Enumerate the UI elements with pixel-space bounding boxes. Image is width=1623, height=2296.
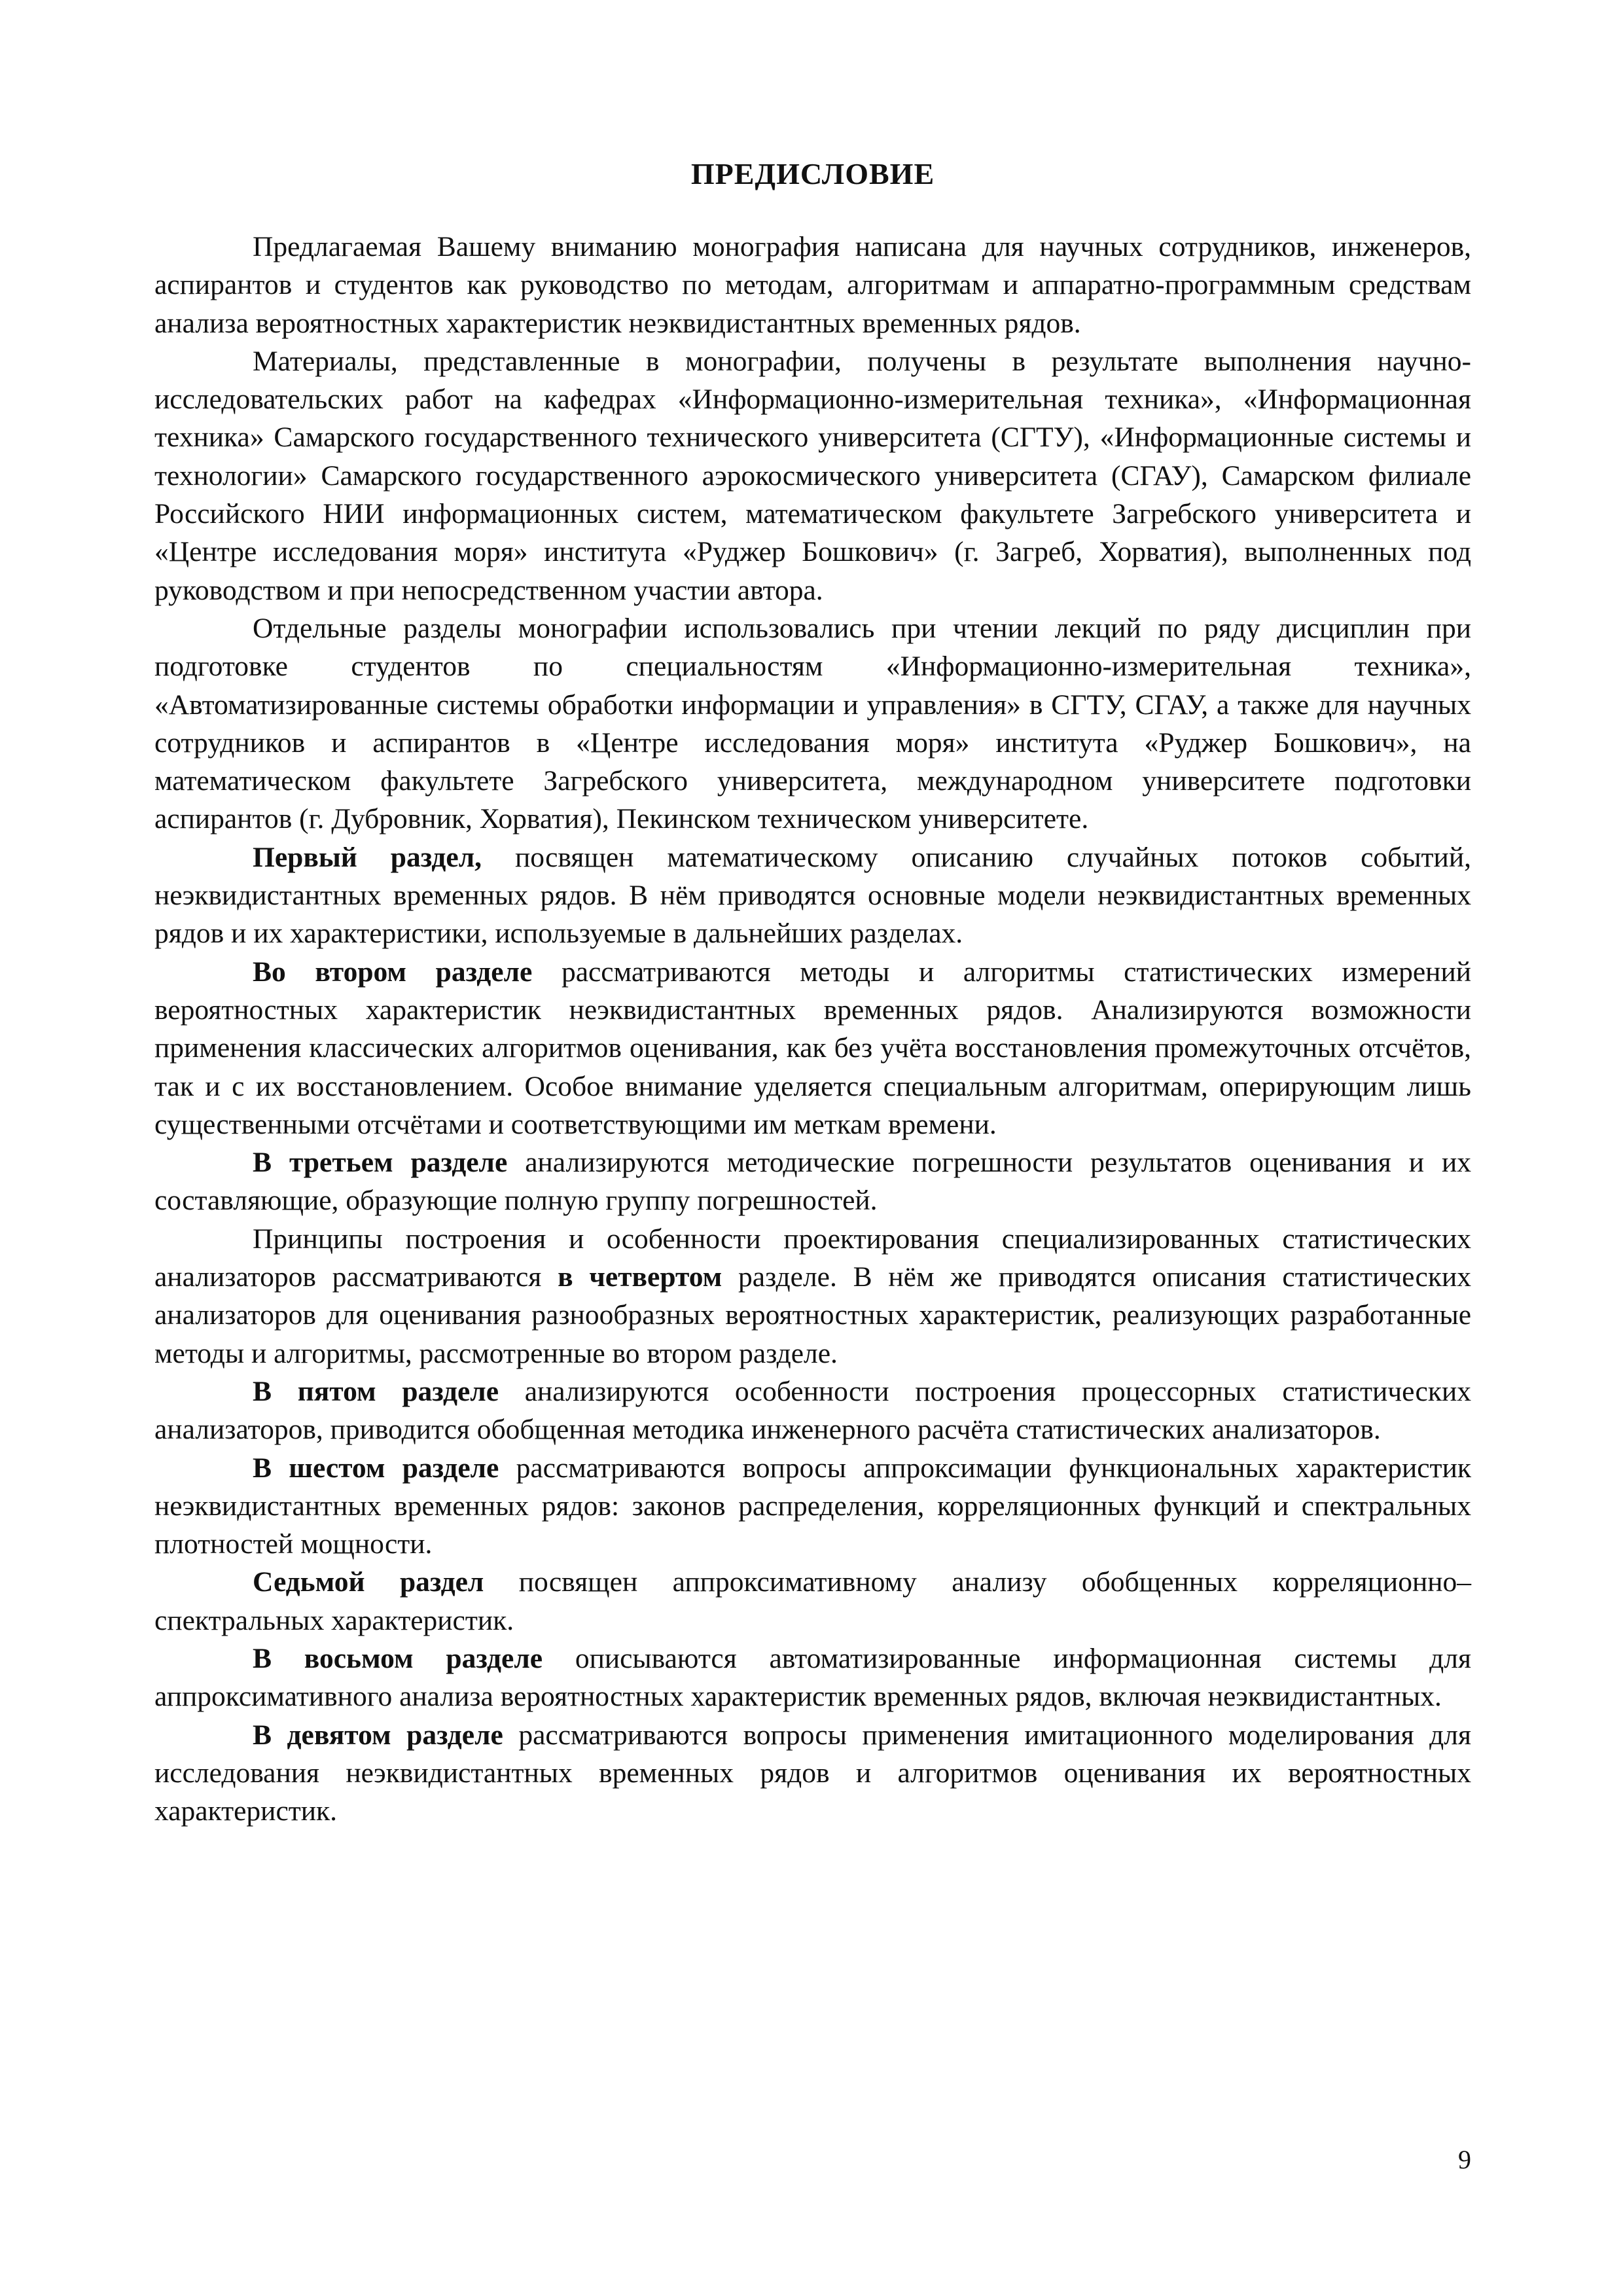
paragraph: [154, 1640, 1471, 1716]
paragraph: [154, 953, 1471, 1143]
document-page: [154, 154, 1471, 2249]
section-lead: В пятом разделе: [253, 1375, 499, 1407]
section-lead: в четвертом: [558, 1261, 722, 1293]
paragraph: [154, 1143, 1471, 1220]
document-body: [154, 228, 1471, 1830]
paragraph: [154, 342, 1471, 609]
paragraph-text: анализируются особенности построения процессорных статистических анализаторов, приводится обобщенная методика инженерного расчёта статистических анализаторов.: [154, 1375, 1471, 1446]
paragraph-text: разделе. В нём же приводятся описания статистических анализаторов для оценивания разнообразных вероятностных характеристик, реализующих разработанные методы и алгоритмы, рассмотренные во втором разделе.: [154, 1261, 1471, 1369]
page-title: ПРЕДИСЛОВИЕ: [690, 157, 935, 190]
paragraph-text: Отдельные разделы монографии использовались при чтении лекций по ряду дисциплин при подготовке студентов по специальностям «Информационно-измерительная техника», «Автоматизированные системы обработки информации и управления» в СГТУ, СГАУ, а также для научных сотрудников и аспирантов в «Центре исследования моря» института «Руджер Бошкович», на математическом факультете Загребского университета, международном университете подготовки аспирантов (г. Дубровник, Хорватия), Пекинском техническом университете.: [154, 612, 1471, 835]
paragraph-text: рассматриваются вопросы применения имитационного моделирования для исследования неэквидистантных временных рядов и алгоритмов оценивания их вероятностных характеристик.: [154, 1719, 1472, 1827]
paragraph: [154, 609, 1471, 838]
paragraph-text: посвящен математическому описанию случайных потоков событий, неэквидистантных временных рядов. В нём приводятся основные модели неэквидистантных временных рядов и их характеристики, используемые в дальнейших разделах.: [154, 841, 1471, 950]
section-lead: Первый раздел,: [253, 841, 482, 873]
paragraph-text: Предлагаемая Вашему вниманию монография написана для научных сотрудников, инженеров, аспирантов и студентов как руководство по методам, алгоритмам и аппаратно-программным средствам анализа вероятностных характеристик неэквидистантных временных рядов.: [154, 231, 1471, 339]
paragraph: [154, 1449, 1471, 1564]
section-lead: Во втором разделе: [253, 956, 533, 988]
paragraph: [154, 228, 1471, 342]
paragraph-text: анализируются методические погрешности результатов оценивания и их составляющие, образующие полную группу погрешностей.: [154, 1147, 1472, 1217]
section-lead: В третьем разделе: [253, 1147, 508, 1179]
paragraph-text: рассматриваются вопросы аппроксимации функциональных характеристик неэквидистантных временных рядов: законов распределения, корреляционных функций и спектральных плотностей мощности.: [154, 1452, 1471, 1560]
paragraph: [154, 1563, 1471, 1640]
paragraph: [154, 1716, 1471, 1831]
paragraph: [154, 1220, 1471, 1372]
paragraph-text: описываются автоматизированные информационная системы для аппроксимативного анализа вероятностных характеристик временных рядов, включая неэквидистантных.: [154, 1642, 1472, 1713]
paragraph-text: посвящен аппроксимативному анализу обобщенных корреляционно–спектральных характеристик.: [154, 1566, 1472, 1636]
paragraph: [154, 838, 1471, 953]
section-lead: В шестом разделе: [253, 1452, 499, 1484]
paragraph-text: Принципы построения и особенности проектирования специализированных статистических анализаторов рассматриваются: [154, 1223, 1471, 1293]
paragraph: [154, 1372, 1471, 1449]
paragraph-text: Материалы, представленные в монографии, получены в результате выполнения научно-исследовательских работ на кафедрах «Информационно-измерительная техника», «Информационная техника» Самарского государственного технического университета (СГТУ), «Информационные системы и технологии» Самарского государственного аэрокосмического университета (СГАУ), Самарском филиале Российского НИИ информационных систем, математическом факультете Загребского университета и «Центре исследования моря» института «Руджер Бошкович» (г. Загреб, Хорватия), выполненных под руководством и при непосредственном участии автора.: [154, 345, 1471, 606]
section-lead: В восьмом разделе: [253, 1642, 543, 1674]
paragraph-text: рассматриваются методы и алгоритмы статистических измерений вероятностных характеристик неэквидистантных временных рядов. Анализируются возможности применения классических алгоритмов оценивания, как без учёта восстановления промежуточных отсчётов, так и с их восстановлением. Особое внимание уделяется специальным алгоритмам, оперирующим лишь существенными отсчётами и соответствующими им меткам времени.: [154, 956, 1472, 1140]
section-lead: В девятом разделе: [253, 1719, 503, 1751]
page-number: 9: [1458, 2145, 1471, 2174]
section-lead: Седьмой раздел: [253, 1566, 484, 1598]
